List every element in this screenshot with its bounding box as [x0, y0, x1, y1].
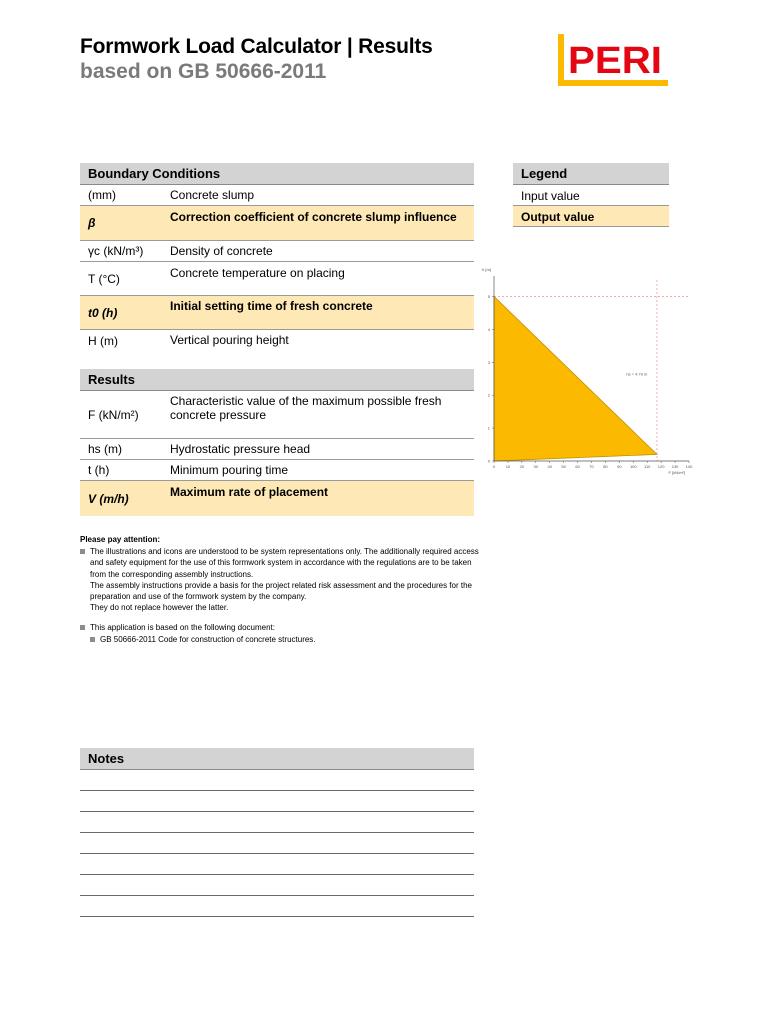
- y-tick-label: 3: [487, 359, 490, 365]
- y-axis-label: h [m]: [482, 267, 491, 272]
- row-symbol: γc (kN/m³): [88, 244, 144, 258]
- row-label: Density of concrete: [170, 244, 273, 258]
- x-tick-label: 60: [575, 464, 580, 469]
- chart-annotation: hs = 4.79 m: [626, 371, 648, 377]
- x-tick-label: 120: [657, 464, 665, 469]
- notes-line[interactable]: [80, 812, 474, 833]
- legend-input-row: [513, 185, 669, 206]
- y-tick-label: 1: [487, 425, 490, 431]
- results-heading: Results: [80, 369, 474, 391]
- legend-output-label: Output value: [521, 210, 595, 224]
- table-row: [80, 481, 474, 516]
- row-label: Concrete temperature on placing: [170, 266, 345, 280]
- x-tick-label: 80: [603, 464, 608, 469]
- y-tick-label: 2: [487, 392, 490, 398]
- row-label: Characteristic value of the maximum possible fresh concrete pressure: [170, 394, 442, 422]
- notes-line[interactable]: [80, 896, 474, 917]
- attention-text: They do not replace however the latter.: [90, 603, 229, 613]
- x-tick-label: 40: [547, 464, 552, 469]
- row-symbol: (mm): [88, 188, 116, 202]
- y-tick-label: 4: [487, 326, 490, 332]
- page-subtitle: based on GB 50666-2011: [80, 60, 327, 83]
- title-block: [80, 34, 433, 84]
- page-title: Formwork Load Calculator | Results: [80, 35, 433, 58]
- legend-output-row: [513, 206, 669, 227]
- notes-line[interactable]: [80, 791, 474, 812]
- notes-line[interactable]: [80, 854, 474, 875]
- table-row: [80, 460, 474, 481]
- attention-text: GB 50666-2011 Code for construction of concrete structures.: [100, 634, 316, 644]
- results-table: [80, 369, 474, 516]
- table-row: [80, 296, 474, 330]
- legend-input-label: Input value: [521, 189, 580, 203]
- x-tick-label: 100: [629, 464, 637, 469]
- pressure-area: [494, 296, 657, 461]
- row-symbol: t0 (h): [88, 305, 118, 320]
- attention-bullet-1: [80, 546, 480, 613]
- x-tick-label: 130: [671, 464, 679, 469]
- table-row: [80, 330, 474, 351]
- notes-line[interactable]: [80, 833, 474, 854]
- table-row: [80, 391, 474, 439]
- table-row: [80, 439, 474, 460]
- row-label: Concrete slump: [170, 188, 255, 202]
- row-symbol: T (°C): [88, 271, 120, 286]
- row-label: Initial setting time of fresh concrete: [170, 299, 373, 313]
- row-label: Vertical pouring height: [170, 333, 289, 347]
- table-row: [80, 206, 474, 241]
- row-label: Hydrostatic pressure head: [170, 442, 311, 456]
- y-tick-label: 0: [487, 458, 490, 464]
- x-tick-label: 30: [533, 464, 539, 469]
- table-row: [80, 262, 474, 296]
- legend-heading: Legend: [513, 163, 669, 185]
- row-symbol: V (m/h): [88, 491, 129, 506]
- x-tick-label: 90: [617, 464, 622, 469]
- pressure-chart: [478, 262, 698, 482]
- boundary-heading: Boundary Conditions: [80, 163, 474, 185]
- notes-heading: Notes: [80, 748, 474, 770]
- table-row: [80, 241, 474, 262]
- x-axis-label: F [kN/m²]: [668, 470, 685, 475]
- x-tick-label: 0: [492, 464, 496, 469]
- row-label: Maximum rate of placement: [170, 485, 329, 499]
- x-tick-label: 20: [519, 464, 525, 469]
- notes-line[interactable]: [80, 770, 474, 791]
- notes-line[interactable]: [80, 875, 474, 896]
- attention-heading: Please pay attention:: [80, 535, 161, 544]
- row-label: Correction coefficient of concrete slump influence: [170, 210, 457, 224]
- attention-text: The illustrations and icons are understood to be system representations only. The additionally required access and safety equipment for the use of this formwork system in accordance with the regulations are to be taken from the corresponding assembly instructions.: [90, 547, 479, 579]
- row-symbol: H (m): [88, 333, 118, 348]
- attention-text: This application is based on the following document:: [90, 623, 275, 633]
- peri-logo: [558, 34, 668, 86]
- legend: [513, 163, 669, 227]
- notes-section: [80, 748, 474, 917]
- row-symbol: β: [88, 216, 96, 230]
- row-symbol: hs (m): [88, 442, 122, 456]
- attention-sub-bullet: [90, 634, 480, 645]
- row-label: Minimum pouring time: [170, 463, 289, 477]
- boundary-conditions-table: [80, 163, 474, 351]
- table-row: [80, 185, 474, 206]
- logo-text: PERI: [568, 40, 662, 82]
- row-symbol: F (kN/m²): [88, 407, 139, 422]
- attention-text: The assembly instructions provide a basis for the project related risk assessment and the procedures for the preparation and use of the formwork system by the company.: [90, 580, 472, 602]
- attention-notice: [80, 534, 480, 645]
- x-tick-label: 140: [685, 464, 693, 469]
- x-tick-label: 10: [505, 464, 511, 469]
- y-tick-label: 5: [487, 293, 490, 299]
- row-symbol: t (h): [88, 463, 110, 477]
- attention-bullet-2: [80, 622, 480, 633]
- x-tick-label: 110: [644, 464, 651, 469]
- x-tick-label: 50: [561, 464, 566, 469]
- x-tick-label: 70: [589, 464, 594, 469]
